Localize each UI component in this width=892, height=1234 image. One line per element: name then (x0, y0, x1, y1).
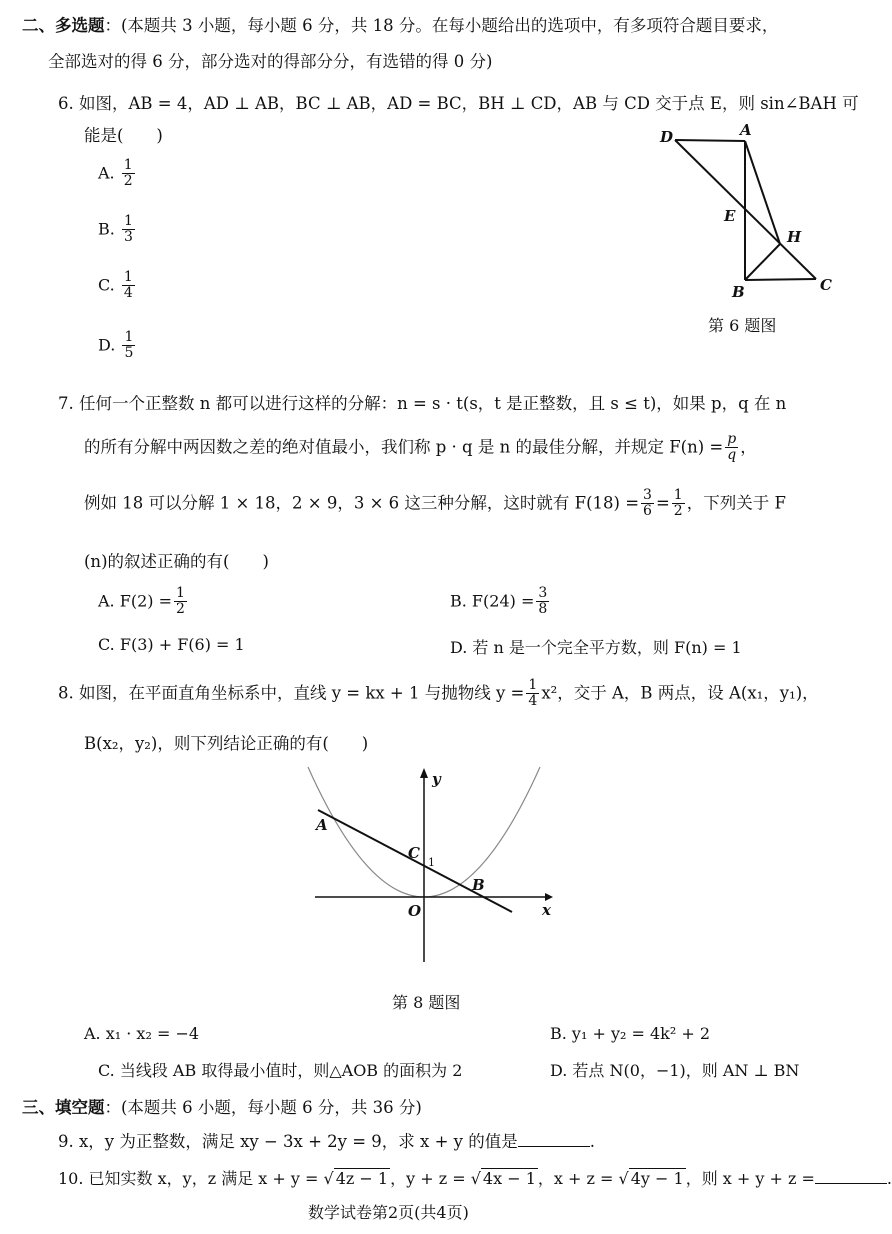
q9-answer-blank[interactable] (518, 1132, 590, 1147)
q6-label-c: C (820, 276, 832, 294)
q6-option-c: C. $\frac{1}{4}$ (98, 269, 133, 302)
q10-line: 10. 已知实数 x，y，z 满足 x + y = √ 4z − 1 ，y + z = √ 4x − 1 ，x + z = √ 4y − 1 ，则 x + y + z = . (58, 1169, 892, 1188)
q7-option-b: B. F(24) = $\frac{3}{8}$ (450, 585, 548, 618)
section3-heading: 三、填空题 (22, 1098, 105, 1117)
q6-label-h: H (787, 228, 802, 246)
q8-label-o: O (408, 902, 422, 920)
q6-option-d: D. $\frac{1}{5}$ (98, 329, 134, 362)
q7-line4: (n)的叙述正确的有( ) (84, 552, 269, 571)
q8-label-y: y (432, 770, 441, 788)
q6-segment-bc (745, 279, 816, 280)
q6-stem-line1: 6. 如图，AB = 4，AD ⊥ AB，BC ⊥ AB，AD = BC，BH ⊥ CD，AB 与 CD 交于点 E，则 sin∠BAH 可 (58, 94, 859, 113)
q7-option-a: A. F(2) = $\frac{1}{2}$ (98, 585, 185, 618)
q9-line: 9. x，y 为正整数，满足 xy − 3x + 2y = 9，求 x + y 的值是 . (58, 1132, 595, 1151)
q7-option-c: C. F(3) + F(6) = 1 (98, 635, 245, 654)
q7-option-d: D. 若 n 是一个完全平方数，则 F(n) = 1 (450, 638, 742, 657)
q6-option-a: A. $\frac{1}{2}$ (98, 157, 133, 190)
q6-segment-ah (745, 141, 780, 244)
q8-label-a: A (316, 816, 328, 834)
q6-option-b: B. $\frac{1}{3}$ (98, 213, 133, 246)
q6-segment-bh (745, 244, 780, 280)
section3-intro: 三、填空题：(本题共 6 小题，每小题 6 分，共 36 分) (22, 1098, 422, 1117)
q8-figure (300, 762, 560, 972)
q8-label-x: x (542, 901, 551, 919)
q8-option-d: D. 若点 N(0，−1)，则 AN ⊥ BN (550, 1061, 800, 1080)
q8-label-b: B (472, 876, 485, 894)
q6-label-d: D (660, 128, 674, 146)
section2-intro: 二、多选题：(本题共 3 小题，每小题 6 分，共 18 分。在每小题给出的选项中，有多项符合题目要求， (22, 16, 779, 35)
q6-label-e: E (724, 207, 736, 225)
q8-option-c: C. 当线段 AB 取得最小值时，则△AOB 的面积为 2 (98, 1061, 463, 1080)
section2-heading: 二、多选题 (22, 16, 105, 35)
q6-segment-da (675, 140, 745, 141)
q6-stem-line2: 能是( ) (84, 126, 163, 145)
q10-answer-blank[interactable] (815, 1169, 887, 1184)
q8-y-arrow (420, 768, 428, 778)
q8-caption: 第 8 题图 (392, 993, 461, 1012)
q7-line3: 例如 18 可以分解 1 × 18，2 × 9，3 × 6 这三种分解，这时就有 F(18) = $\frac{3}{6}$ = $\frac{1}{2}$ ，下列关于 F (84, 487, 786, 520)
page-footer: 数学试卷第2页(共4页) (308, 1203, 469, 1222)
q6-figure (650, 120, 850, 305)
q8-label-one: 1 (428, 856, 435, 869)
q8-option-b: B. y₁ + y₂ = 4k² + 2 (550, 1024, 711, 1043)
q7-line1: 7. 任何一个正整数 n 都可以进行这样的分解：n = s · t(s，t 是正整数，且 s ≤ t)，如果 p，q 在 n (58, 394, 787, 413)
q8-label-c: C (408, 844, 420, 862)
q6-label-a: A (740, 121, 752, 139)
q6-label-b: B (732, 283, 745, 301)
q8-line1: 8. 如图，在平面直角坐标系中，直线 y = kx + 1 与抛物线 y = $\frac{1}{4}$ x²，交于 A，B 两点，设 A(x₁，y₁)， (58, 677, 819, 710)
q8-option-a: A. x₁ · x₂ = −4 (84, 1024, 200, 1043)
q8-line2: B(x₂，y₂)，则下列结论正确的有( ) (84, 734, 369, 753)
q6-caption: 第 6 题图 (708, 316, 777, 335)
section2-intro-line2: 全部选对的得 6 分，部分选对的得部分分，有选错的得 0 分) (48, 52, 493, 71)
q7-line2: 的所有分解中两因数之差的绝对值最小，我们称 p · q 是 n 的最佳分解，并规定 F(n) = $\frac{p}{q}$ ， (84, 431, 757, 464)
q8-x-arrow (545, 893, 553, 901)
